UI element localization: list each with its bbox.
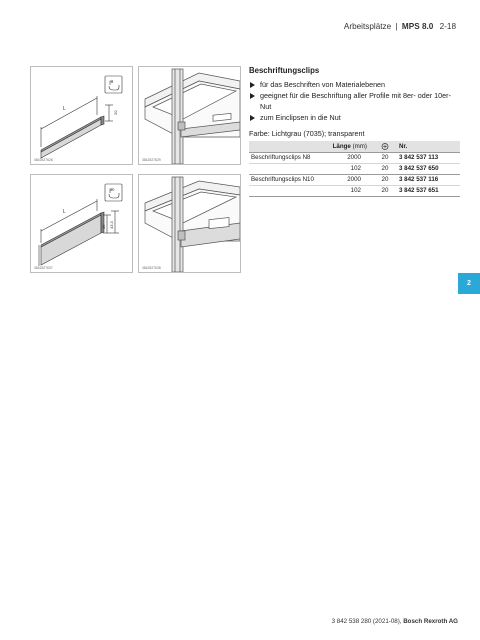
dim-length-label: L <box>63 209 66 215</box>
col-header-name <box>249 141 325 153</box>
cell-qty: 20 <box>373 153 397 164</box>
table-header-row <box>249 141 460 153</box>
bullet-triangle-icon <box>250 115 255 121</box>
profile-size-label: 8 <box>111 79 114 84</box>
cell-length: 102 <box>325 164 373 175</box>
cell-qty: 20 <box>373 186 397 197</box>
dim-height-b-label: 43,3 <box>109 221 114 229</box>
drawing-clip-n10 <box>30 174 133 273</box>
cell-part-number: 3 842 537 113 <box>397 153 460 164</box>
col-header-nr: Nr. <box>397 141 460 153</box>
dim-height-label: 20 <box>113 110 118 115</box>
bullet-triangle-icon <box>250 93 255 99</box>
bullet-triangle-icon <box>250 82 255 88</box>
footer-brand: Bosch Rexroth AG <box>403 618 458 625</box>
col-header-length: Länge (mm) <box>325 141 373 153</box>
page-header <box>344 22 456 31</box>
chapter-tab: 2 <box>458 273 480 294</box>
col-header-package <box>373 141 397 153</box>
cell-length: 102 <box>325 186 373 197</box>
header-product: MPS 8.0 <box>401 22 434 31</box>
package-icon <box>381 143 389 150</box>
table-row <box>249 186 460 197</box>
feature-list <box>249 79 461 123</box>
dim-height-a-label: 36 <box>101 224 106 229</box>
cell-qty: 20 <box>373 175 397 186</box>
cell-qty: 20 <box>373 164 397 175</box>
cell-length: 2000 <box>325 175 373 186</box>
table-row <box>249 175 460 186</box>
feature-item: zum Einclipsen in die Nut <box>249 112 461 123</box>
cell-name <box>249 186 325 197</box>
image-code: 3842527629 <box>142 158 161 162</box>
cell-part-number: 3 842 537 651 <box>397 186 460 197</box>
cell-part-number: 3 842 537 116 <box>397 175 460 186</box>
drawing-clip-n8 <box>30 66 133 165</box>
photo-clip-n10 <box>138 174 241 273</box>
table-row <box>249 164 460 175</box>
photo-clip-n8 <box>138 66 241 165</box>
color-info: Farbe: Lichtgrau (7035); transparent <box>249 129 365 138</box>
image-code: 3842527628 <box>34 158 53 162</box>
dim-length-label: L <box>63 106 66 112</box>
profile-size-label: 10 <box>110 187 115 192</box>
cell-name: Beschriftungsclips N10 <box>249 175 325 186</box>
table-row <box>249 153 460 164</box>
feature-item: für das Beschriften von Materialebenen <box>249 79 461 90</box>
product-description <box>249 66 461 138</box>
header-separator: | <box>395 22 398 31</box>
cell-name <box>249 164 325 175</box>
image-code: 3842527637 <box>34 266 53 270</box>
page-footer <box>332 618 458 625</box>
header-page-number: 2-18 <box>439 22 456 31</box>
image-code: 3842527638 <box>142 266 161 270</box>
feature-item: geeignet für die Beschriftung aller Profile mit 8er- oder 10er-Nut <box>249 90 461 112</box>
product-title: Beschriftungsclips <box>249 66 320 75</box>
cell-length: 2000 <box>325 153 373 164</box>
order-table <box>249 141 460 197</box>
footer-doc-number: 3 842 538 280 (2021-08), <box>331 618 402 625</box>
cell-part-number: 3 842 537 650 <box>397 164 460 175</box>
header-section: Arbeitsplätze <box>343 22 392 31</box>
cell-name: Beschriftungsclips N8 <box>249 153 325 164</box>
